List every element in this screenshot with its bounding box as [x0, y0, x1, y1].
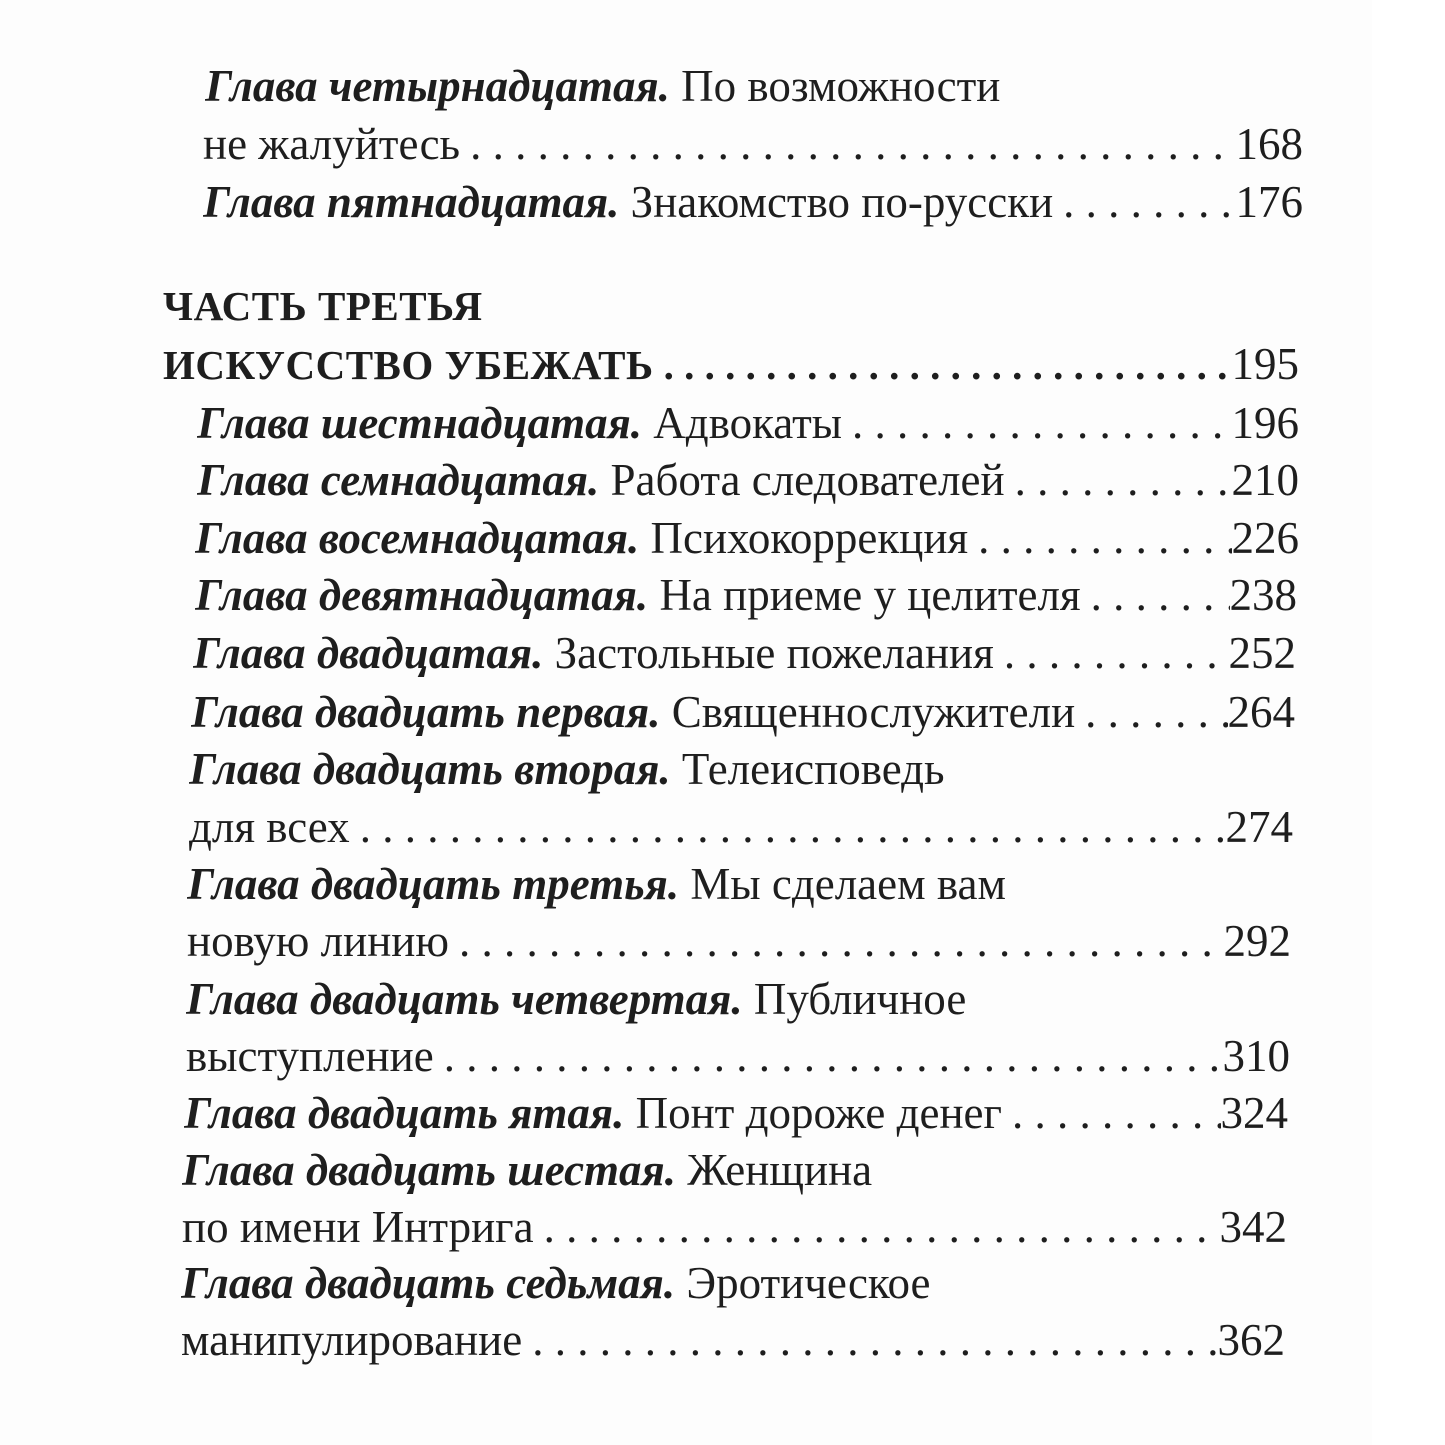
page-number: 362: [1217, 1315, 1285, 1365]
page-number: 238: [1229, 570, 1297, 620]
chapter-title: Публичное: [753, 974, 967, 1024]
page-number: 196: [1231, 398, 1299, 448]
chapter-label: Глава двадцать третья.: [187, 859, 680, 909]
dot-leader: [994, 624, 1229, 682]
chapter-label: Глава четырнадцатая.: [205, 61, 670, 111]
dot-leader: [1081, 566, 1230, 624]
page-number: 342: [1219, 1202, 1287, 1252]
chapter-title: Застольные пожелания: [554, 628, 994, 678]
toc-entry-23-line-1: [187, 855, 1291, 913]
chapter-label: Глава двадцатая.: [193, 628, 544, 678]
toc-entry-14-line-1: [205, 57, 1305, 115]
part-heading: ЧАСТЬ ТРЕТЬЯ: [163, 283, 483, 329]
page-number: 210: [1231, 455, 1299, 505]
chapter-title: На приеме у целителя: [659, 570, 1081, 620]
dot-leader: [350, 798, 1226, 856]
page-number: 168: [1235, 119, 1303, 169]
toc-entry-17: [197, 451, 1299, 509]
chapter-title: По возможности: [681, 61, 1001, 111]
page-number: 226: [1231, 513, 1299, 563]
chapter-title-continued: для всех: [189, 802, 350, 852]
chapter-label: Глава шестнадцатая.: [197, 398, 643, 448]
chapter-title-continued: манипулирование: [181, 1315, 523, 1365]
dot-leader: [460, 115, 1235, 173]
chapter-title: Телеисповедь: [681, 744, 945, 794]
dot-leader: [534, 1198, 1220, 1256]
page-number: 264: [1227, 687, 1295, 737]
page-number: 252: [1228, 628, 1296, 678]
toc-entry-16: [197, 394, 1299, 452]
dot-leader: [968, 509, 1231, 567]
chapter-title-continued: выступление: [186, 1031, 434, 1081]
page-number: 274: [1225, 802, 1293, 852]
toc-entry-23-line-2: [187, 912, 1291, 970]
chapter-title: Мы сделаем вам: [690, 859, 1006, 909]
part-subheading-line: [163, 335, 1299, 393]
toc-entry-18: [195, 509, 1299, 567]
chapter-title: Понт дороже денег: [635, 1088, 1002, 1138]
dot-leader: [434, 1027, 1223, 1085]
chapter-label: Глава двадцать седьмая.: [181, 1258, 676, 1308]
chapter-label: Глава пятнадцатая.: [203, 177, 620, 227]
dot-leader: [654, 336, 1232, 393]
toc-entry-24-line-2: [186, 1027, 1290, 1085]
dot-leader: [1075, 683, 1227, 741]
page-number: 292: [1223, 916, 1291, 966]
toc-entry-21: [191, 683, 1295, 741]
toc-entry-25: [184, 1084, 1288, 1142]
toc-entry-19: [195, 566, 1297, 624]
page-number: 324: [1220, 1088, 1288, 1138]
toc-entry-20: [193, 624, 1296, 682]
toc-entry-27-line-1: [181, 1254, 1285, 1312]
dot-leader: [522, 1311, 1217, 1369]
page-number: 176: [1235, 177, 1303, 227]
chapter-title: Адвокаты: [653, 398, 843, 448]
dot-leader: [449, 912, 1224, 970]
chapter-title: Работа следователей: [610, 455, 1005, 505]
page-number: 310: [1222, 1031, 1290, 1081]
toc-entry-14-line-2: [203, 115, 1303, 173]
chapter-label: Глава двадцать четвертая.: [186, 974, 743, 1024]
chapter-title-continued: новую линию: [187, 916, 449, 966]
chapter-label: Глава двадцать первая.: [191, 687, 661, 737]
chapter-title-continued: по имени Интрига: [182, 1202, 534, 1252]
chapter-label: Глава семнадцатая.: [197, 455, 600, 505]
toc-entry-26-line-2: [182, 1198, 1287, 1256]
part-subheading: ИСКУССТВО УБЕЖАТЬ: [163, 342, 654, 388]
chapter-title: Эротическое: [686, 1258, 931, 1308]
dot-leader: [842, 394, 1231, 452]
chapter-title: Знакомство по-русски: [630, 177, 1054, 227]
chapter-label: Глава двадцать шестая.: [182, 1145, 676, 1195]
chapter-title: Священнослужители: [671, 687, 1076, 737]
toc-entry-22-line-2: [189, 798, 1293, 856]
toc-entry-22-line-1: [189, 740, 1293, 798]
toc-entry-27-line-2: [181, 1311, 1285, 1369]
chapter-label: Глава двадцать ятая.: [184, 1088, 625, 1138]
toc-entry-26-line-1: [182, 1141, 1287, 1199]
dot-leader: [1005, 451, 1232, 509]
chapter-title: Женщина: [687, 1145, 873, 1195]
toc-entry-15: [203, 173, 1303, 231]
toc-entry-24-line-1: [186, 970, 1290, 1028]
chapter-title: Психокоррекция: [650, 513, 969, 563]
chapter-title-continued: не жалуйтесь: [203, 119, 461, 169]
chapter-label: Глава девятнадцатая.: [195, 570, 649, 620]
page-number: 195: [1231, 339, 1299, 389]
page-edge: [1372, 0, 1445, 1445]
dot-leader: [1002, 1084, 1221, 1142]
dot-leader: [1053, 173, 1235, 231]
chapter-label: Глава восемнадцатая.: [195, 513, 640, 563]
chapter-label: Глава двадцать вторая.: [189, 744, 671, 794]
